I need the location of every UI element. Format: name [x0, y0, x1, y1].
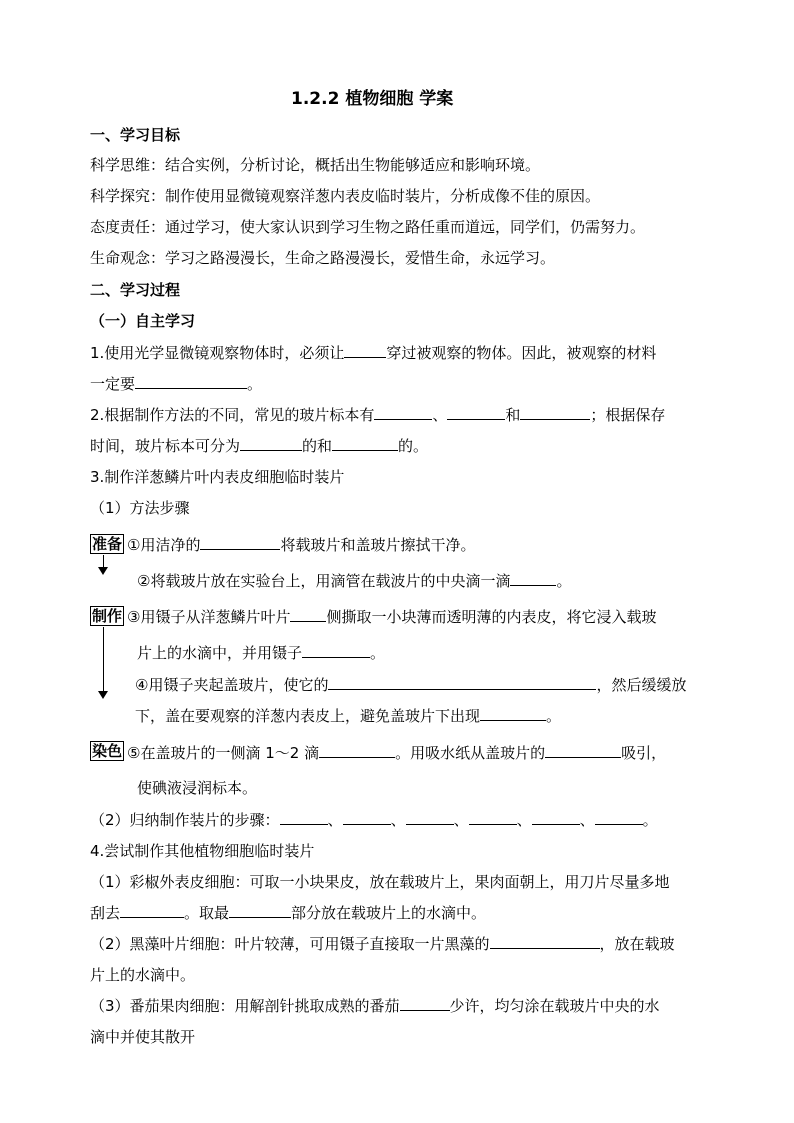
- objective-line: 态度责任：通过学习，使大家认识到学习生物之路任重而道远，同学们，仍需努力。: [90, 218, 646, 236]
- blank[interactable]: [344, 343, 386, 358]
- blank[interactable]: [447, 405, 505, 420]
- question-4-line: 片上的水滴中。: [90, 966, 196, 984]
- step-4-line: 下，盖在要观察的洋葱内表皮上，避免盖玻片下出现 。: [135, 707, 562, 725]
- question-2-line: 2.根据制作方法的不同，常见的玻片标本有 、 和 ；根据保存: [90, 406, 666, 424]
- blank[interactable]: [280, 810, 328, 825]
- subsection-heading: （一）自主学习: [90, 312, 196, 330]
- blank[interactable]: [532, 810, 580, 825]
- question-2-line: 时间，玻片标本可分为 的和 的。: [90, 437, 429, 455]
- step-2-line: ②将载玻片放在实验台上，用滴管在载波片的中央滴一滴 。: [137, 572, 572, 590]
- blank[interactable]: [120, 903, 184, 918]
- section-heading-process: 二、学习过程: [90, 281, 181, 299]
- blank[interactable]: [400, 996, 450, 1011]
- blank[interactable]: [490, 934, 600, 949]
- blank[interactable]: [406, 810, 454, 825]
- question-4-heading: 4.尝试制作其他植物细胞临时装片: [90, 842, 315, 860]
- step-5-line: 使碘液浸润标本。: [137, 779, 258, 797]
- question-4-line: （3）番茄果肉细胞：用解剖针挑取成熟的番茄 少许，均匀涂在载玻片中央的水: [90, 997, 660, 1015]
- question-4-line: （1）彩椒外表皮细胞：可取一小块果皮，放在载玻片上，果肉面朝上，用刀片尽量多地: [90, 873, 670, 891]
- blank[interactable]: [332, 436, 398, 451]
- blank[interactable]: [319, 743, 395, 758]
- tag-make: 制作: [92, 607, 123, 625]
- section-heading-objectives: 一、学习目标: [90, 126, 181, 144]
- question-1-line: 1.使用光学显微镜观察物体时，必须让 穿过被观察的物体。因此，被观察的材料: [90, 344, 657, 362]
- blank[interactable]: [545, 743, 621, 758]
- blank[interactable]: [328, 675, 596, 690]
- method-steps-heading: （1）方法步骤: [90, 499, 190, 517]
- objective-line: 科学思维：结合实例，分析讨论，概括出生物能够适应和影响环境。: [90, 156, 541, 174]
- question-4-line: 滴中并使其散开: [90, 1028, 196, 1046]
- arrow-down-icon: [98, 691, 108, 699]
- objective-line: 科学探究：制作使用显微镜观察洋葱内表皮临时装片，分析成像不佳的原因。: [90, 187, 601, 205]
- blank[interactable]: [469, 810, 517, 825]
- blank[interactable]: [374, 405, 432, 420]
- blank[interactable]: [302, 643, 370, 658]
- arrow-down-icon: [98, 567, 108, 575]
- question-1-line: 一定要 。: [90, 375, 263, 393]
- question-4-line: 刮去 。取最 部分放在载玻片上的水滴中。: [90, 904, 487, 922]
- step-3-line: 片上的水滴中，并用镊子 。: [137, 644, 386, 662]
- tag-prepare: 准备: [92, 535, 123, 553]
- blank[interactable]: [229, 903, 291, 918]
- blank[interactable]: [520, 405, 590, 420]
- question-4-line: （2）黑藻叶片细胞：叶片较薄，可用镊子直接取一片黑藻的 ，放在载玻: [90, 935, 675, 953]
- blank[interactable]: [290, 607, 326, 622]
- blank[interactable]: [343, 810, 391, 825]
- step-5-line: ⑤在盖玻片的一侧滴 1～2 滴 。用吸水纸从盖玻片的 吸引，: [127, 744, 667, 762]
- flow-line: [103, 627, 104, 693]
- blank[interactable]: [595, 810, 643, 825]
- blank[interactable]: [240, 436, 302, 451]
- summary-steps-line: （2）归纳制作装片的步骤： 、 、 、 、 、 。: [90, 811, 658, 829]
- blank[interactable]: [480, 706, 546, 721]
- blank[interactable]: [510, 571, 556, 586]
- page-title: 1.2.2 植物细胞 学案: [291, 89, 454, 109]
- step-3-line: ③用镊子从洋葱鳞片叶片 侧撕取一小块薄而透明薄的内表皮，将它浸入载玻: [127, 608, 657, 626]
- question-3-heading: 3.制作洋葱鳞片叶内表皮细胞临时装片: [90, 468, 345, 486]
- objective-line: 生命观念：学习之路漫漫长，生命之路漫漫长，爱惜生命，永远学习。: [90, 249, 556, 267]
- tag-stain: 染色: [92, 742, 123, 760]
- step-4-line: ④用镊子夹起盖玻片，使它的 ，然后缓缓放: [135, 676, 687, 694]
- step-1-line: ①用洁净的 将载玻片和盖玻片擦拭干净。: [127, 536, 476, 554]
- blank[interactable]: [200, 535, 280, 550]
- blank[interactable]: [135, 374, 247, 389]
